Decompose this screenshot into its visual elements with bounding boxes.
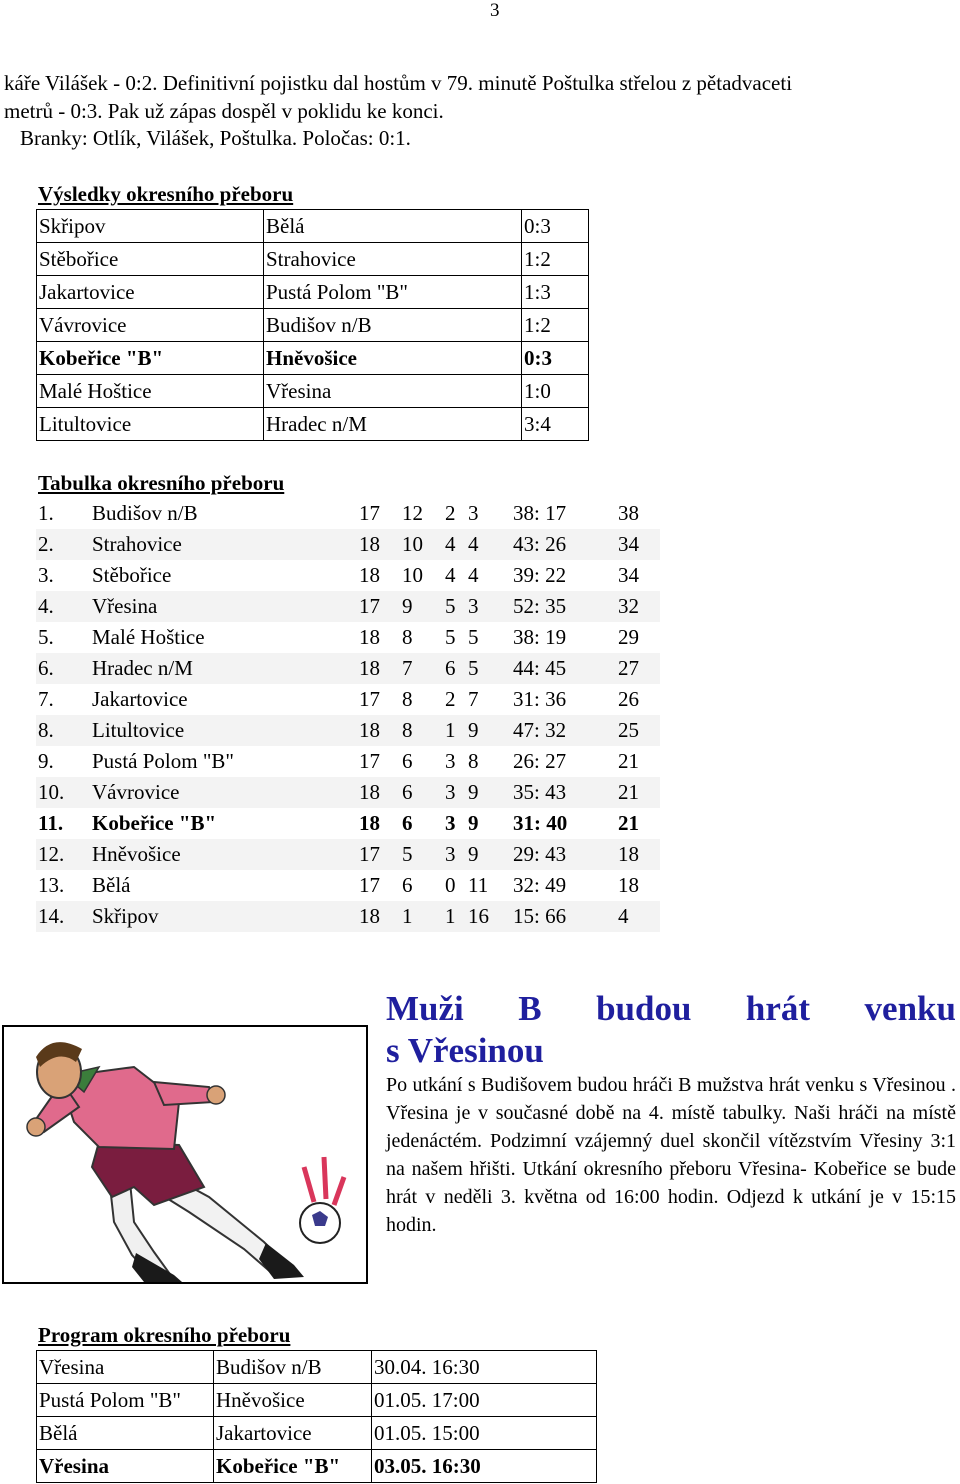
standing-drawn: 3	[445, 780, 456, 804]
standing-goals: 39: 22	[513, 563, 567, 587]
results-row	[37, 276, 589, 309]
standing-drawn: 4	[445, 563, 456, 587]
page-number: 3	[490, 0, 500, 21]
standings-row	[36, 746, 660, 777]
standing-goals: 35: 43	[513, 780, 567, 804]
match-score: 1:2	[522, 309, 589, 342]
intro-line: káře Vilášek - 0:2. Definitivní pojistku dal hostům v 79. minutě Poštulka střelou z pětadvaceti	[4, 71, 793, 95]
standing-lost: 7	[468, 687, 479, 711]
standing-rank: 14.	[38, 904, 65, 928]
standing-lost: 11	[468, 873, 489, 897]
home-team: Bělá	[37, 1417, 214, 1450]
match-score: 3:4	[522, 408, 589, 441]
away-team: Budišov n/B	[214, 1351, 372, 1384]
standing-played: 17	[359, 873, 380, 897]
standing-rank: 2.	[38, 532, 54, 556]
standing-drawn: 4	[445, 532, 456, 556]
standing-rank: 8.	[38, 718, 54, 742]
standing-played: 18	[359, 718, 380, 742]
standings-row	[36, 808, 660, 839]
standing-played: 17	[359, 501, 380, 525]
standings-heading: Tabulka okresního přeboru	[38, 471, 285, 495]
standings-row	[36, 839, 660, 870]
away-team: Pustá Polom "B"	[264, 276, 522, 309]
standing-goals: 52: 35	[513, 594, 567, 618]
match-time: 01.05. 17:00	[372, 1384, 597, 1417]
standing-goals: 32: 49	[513, 873, 567, 897]
standing-won: 8	[402, 687, 413, 711]
soccer-player-icon	[4, 1027, 366, 1282]
standing-rank: 6.	[38, 656, 54, 680]
standing-lost: 4	[468, 563, 479, 587]
standing-goals: 26: 27	[513, 749, 567, 773]
standing-played: 18	[359, 811, 380, 835]
standing-lost: 16	[468, 904, 489, 928]
standing-points: 21	[618, 811, 639, 835]
results-row	[37, 408, 589, 441]
standing-won: 9	[402, 594, 413, 618]
standing-won: 12	[402, 501, 423, 525]
standing-won: 7	[402, 656, 413, 680]
standing-won: 6	[402, 873, 413, 897]
standing-rank: 5.	[38, 625, 54, 649]
standing-won: 10	[402, 532, 423, 556]
intro-paragraph	[4, 70, 960, 153]
standing-lost: 3	[468, 594, 479, 618]
standing-team: Budišov n/B	[92, 501, 198, 525]
standings-row	[36, 653, 660, 684]
standing-rank: 11.	[38, 811, 64, 835]
standing-lost: 4	[468, 532, 479, 556]
standing-goals: 43: 26	[513, 532, 567, 556]
standing-won: 8	[402, 718, 413, 742]
standing-won: 5	[402, 842, 413, 866]
match-time: 01.05. 15:00	[372, 1417, 597, 1450]
standing-points: 29	[618, 625, 639, 649]
standing-goals: 38: 19	[513, 625, 567, 649]
standing-played: 17	[359, 594, 380, 618]
article-title	[386, 988, 956, 1072]
standing-rank: 9.	[38, 749, 54, 773]
standing-played: 18	[359, 563, 380, 587]
home-team: Kobeřice "B"	[37, 342, 264, 375]
away-team: Vřesina	[264, 375, 522, 408]
standings-row	[36, 622, 660, 653]
away-team: Strahovice	[264, 243, 522, 276]
standing-team: Strahovice	[92, 532, 182, 556]
standing-played: 18	[359, 656, 380, 680]
standing-team: Hněvošice	[92, 842, 181, 866]
match-score: 0:3	[522, 210, 589, 243]
program-row-highlight	[37, 1450, 597, 1483]
standing-won: 10	[402, 563, 423, 587]
standing-drawn: 2	[445, 687, 456, 711]
away-team: Budišov n/B	[264, 309, 522, 342]
article-title-line	[386, 988, 956, 1030]
standing-played: 18	[359, 780, 380, 804]
standing-rank: 7.	[38, 687, 54, 711]
home-team: Stěbořice	[37, 243, 264, 276]
standing-goals: 15: 66	[513, 904, 567, 928]
away-team: Jakartovice	[214, 1417, 372, 1450]
standing-lost: 5	[468, 625, 479, 649]
standing-goals: 44: 45	[513, 656, 567, 680]
standing-points: 21	[618, 780, 639, 804]
match-score: 1:2	[522, 243, 589, 276]
standing-team: Jakartovice	[92, 687, 188, 711]
standing-points: 18	[618, 873, 639, 897]
title-word: hrát	[745, 989, 811, 1028]
standing-points: 25	[618, 718, 639, 742]
standing-drawn: 1	[445, 904, 456, 928]
home-team: Vávrovice	[37, 309, 264, 342]
results-row	[37, 375, 589, 408]
results-table	[36, 209, 589, 441]
standing-lost: 3	[468, 501, 479, 525]
standing-lost: 9	[468, 842, 479, 866]
standing-drawn: 5	[445, 625, 456, 649]
standing-drawn: 1	[445, 718, 456, 742]
away-team: Bělá	[264, 210, 522, 243]
standings-row	[36, 777, 660, 808]
title-word: budou	[596, 989, 692, 1028]
standing-points: 18	[618, 842, 639, 866]
standing-drawn: 3	[445, 842, 456, 866]
standing-points: 27	[618, 656, 639, 680]
standing-drawn: 0	[445, 873, 456, 897]
standing-drawn: 3	[445, 749, 456, 773]
standings-row	[36, 715, 660, 746]
standing-played: 18	[359, 532, 380, 556]
program-heading: Program okresního přeboru	[38, 1323, 291, 1347]
results-row	[37, 210, 589, 243]
program-row	[37, 1417, 597, 1450]
standing-drawn: 3	[445, 811, 456, 835]
standing-lost: 9	[468, 718, 479, 742]
program-row	[37, 1351, 597, 1384]
standing-rank: 10.	[38, 780, 65, 804]
standing-team: Bělá	[92, 873, 131, 897]
standing-rank: 12.	[38, 842, 65, 866]
standing-won: 6	[402, 780, 413, 804]
match-time: 30.04. 16:30	[372, 1351, 597, 1384]
standing-points: 21	[618, 749, 639, 773]
standing-won: 6	[402, 811, 413, 835]
home-team: Jakartovice	[37, 276, 264, 309]
standing-points: 34	[618, 563, 639, 587]
results-row	[37, 243, 589, 276]
standing-team: Hradec n/M	[92, 656, 193, 680]
standings-row	[36, 560, 660, 591]
standing-points: 32	[618, 594, 639, 618]
program-table	[36, 1350, 597, 1483]
standing-rank: 13.	[38, 873, 65, 897]
program-row	[37, 1384, 597, 1417]
home-team: Skřipov	[37, 210, 264, 243]
standings-table	[36, 498, 660, 932]
standing-rank: 1.	[38, 501, 54, 525]
away-team: Hněvošice	[214, 1384, 372, 1417]
standing-won: 1	[402, 904, 413, 928]
match-score: 0:3	[522, 342, 589, 375]
standing-lost: 5	[468, 656, 479, 680]
standing-played: 17	[359, 749, 380, 773]
standing-goals: 47: 32	[513, 718, 567, 742]
standing-team: Malé Hoštice	[92, 625, 205, 649]
standing-points: 38	[618, 501, 639, 525]
away-team: Hněvošice	[264, 342, 522, 375]
standing-points: 26	[618, 687, 639, 711]
standings-row	[36, 498, 660, 529]
standing-lost: 9	[468, 780, 479, 804]
home-team: Pustá Polom "B"	[37, 1384, 214, 1417]
standing-team: Vávrovice	[92, 780, 180, 804]
standing-drawn: 6	[445, 656, 456, 680]
soccer-player-illustration	[2, 1025, 368, 1284]
standing-played: 18	[359, 625, 380, 649]
standing-goals: 31: 40	[513, 811, 568, 835]
match-time: 03.05. 16:30	[372, 1450, 597, 1483]
standing-team: Litultovice	[92, 718, 185, 742]
away-team: Kobeřice "B"	[214, 1450, 372, 1483]
home-team: Vřesina	[37, 1351, 214, 1384]
standing-rank: 3.	[38, 563, 54, 587]
standing-goals: 29: 43	[513, 842, 567, 866]
standings-row	[36, 591, 660, 622]
away-team: Hradec n/M	[264, 408, 522, 441]
standing-played: 17	[359, 687, 380, 711]
standing-won: 8	[402, 625, 413, 649]
standing-points: 4	[618, 904, 629, 928]
standing-goals: 38: 17	[513, 501, 567, 525]
standing-team: Vřesina	[92, 594, 158, 618]
standing-team: Skřipov	[92, 904, 159, 928]
standings-row	[36, 684, 660, 715]
standing-team: Stěbořice	[92, 563, 172, 587]
results-heading: Výsledky okresního přeboru	[38, 182, 294, 206]
standing-played: 17	[359, 842, 380, 866]
standing-points: 34	[618, 532, 639, 556]
match-score: 1:3	[522, 276, 589, 309]
standing-team: Pustá Polom "B"	[92, 749, 235, 773]
article-body: Po utkání s Budišovem budou hráči B mužstva hrát venku s Vřesinou . Vřesina je v současné době na 4. místě tabulky. Naši hráči na místě jedenáctém. Podzimní vzájemný duel skončil vítězstvím Vřesiny 3:1 na našem hřišti. Utkání okresního přeboru Vřesina- Kobeřice se bude hrát v neděli 3. května od 16:00 hodin. Odjezd k utkání je v 15:15 hodin.	[386, 1074, 956, 1236]
intro-line: metrů - 0:3. Pak už zápas dospěl v poklidu ke konci.	[4, 98, 444, 123]
standing-drawn: 2	[445, 501, 456, 525]
standing-played: 18	[359, 904, 380, 928]
title-word: Muži	[386, 989, 464, 1028]
standing-rank: 4.	[38, 594, 54, 618]
standings-row	[36, 870, 660, 901]
standing-goals: 31: 36	[513, 687, 567, 711]
standings-row	[36, 529, 660, 560]
standing-team: Kobeřice "B"	[92, 811, 217, 835]
title-word: venku	[864, 989, 956, 1028]
home-team: Malé Hoštice	[37, 375, 264, 408]
title-word: B	[518, 989, 542, 1028]
home-team: Litultovice	[37, 408, 264, 441]
intro-line: Branky: Otlík, Vilášek, Poštulka. Poločas: 0:1.	[20, 126, 411, 150]
standing-lost: 8	[468, 749, 479, 773]
standing-won: 6	[402, 749, 413, 773]
standings-row	[36, 901, 660, 932]
home-team: Vřesina	[37, 1450, 214, 1483]
results-row-highlight	[37, 342, 589, 375]
standing-drawn: 5	[445, 594, 456, 618]
results-row	[37, 309, 589, 342]
standing-lost: 9	[468, 811, 479, 835]
article-title-line: s Vřesinou	[386, 1031, 544, 1070]
match-score: 1:0	[522, 375, 589, 408]
